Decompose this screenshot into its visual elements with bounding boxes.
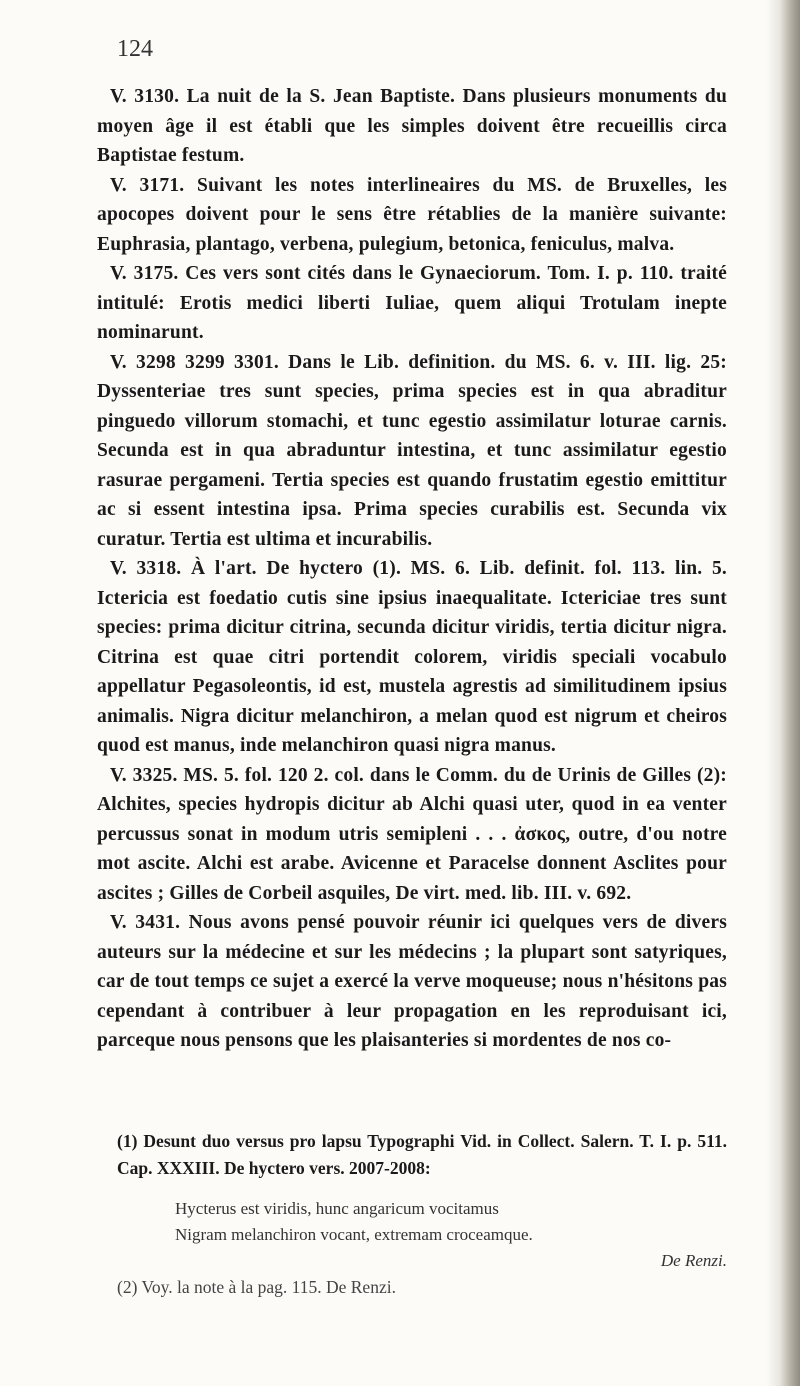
paragraph-v3175: V. 3175. Ces vers sont cités dans le Gynaeciorum. Tom. I. p. 110. traité intitulé: Erotis medici liberti Iuliae, quem aliqui Trotulam inepte nominarunt. — [97, 263, 727, 343]
footnote-1: (1) Desunt duo versus pro lapsu Typographi Vid. in Collect. Salern. T. I. p. 511. Cap. XXXIII. De hyctero vers. 2007-2008: — [117, 1131, 727, 1178]
verse-signature: De Renzi. — [660, 1251, 727, 1270]
footnote-verse — [175, 1196, 727, 1274]
page-edge-shadow — [766, 0, 800, 1386]
paragraph-v3171: V. 3171. Suivant les notes interlineaires du MS. de Bruxelles, les apocopes doivent pour le sens être rétablies de la manière suivante: Euphrasia, plantago, verbena, pulegium, betonica, feniculus, malva. — [97, 174, 727, 255]
paragraph-v3431: V. 3431. Nous avons pensé pouvoir réunir ici quelques vers de divers auteurs sur la médecine et sur les médecins ; la plupart sont satyriques, car de tout temps ce sujet a exercé la verve moqueuse; nous n'hésitons pas cependant à contribuer à leur propagation en les reproduisant ici, parceque nous pensons que les plaisanteries si mordentes de nos co- — [97, 912, 727, 1051]
page-number: 124 — [117, 36, 153, 62]
verse-line-1: Hycterus est viridis, hunc angaricum vocitamus — [175, 1199, 499, 1218]
paragraph-v3318: V. 3318. À l'art. De hyctero (1). MS. 6. Lib. definit. fol. 113. lin. 5. Ictericia est foedatio cutis sine ipsius inaequalitate. Ictericiae tres sunt species: prima dicitur citrina, secunda dicitur viridis, tertia dicitur nigra. Citrina est quae citri portendit colorem, viridis speciali vocabulo appellatur Pegasoleontis, id est, mustela agrestis ad similitudinem ipsius animalis. Nigra dicitur melanchiron, a melan quod est nigrum et cheiros quod est manus, inde melanchiron quasi nigra manus. — [97, 558, 727, 756]
paragraph-v3298: V. 3298 3299 3301. Dans le Lib. definition. du MS. 6. v. III. lig. 25: Dyssenteriae tres sunt species, prima species est in qua abraditur pinguedo villorum stomachi, et tunc egestio assimilatur loturae carnis. Secunda est in qua abraduntur intestina, et tunc assimilatur egestio rasurae pergameni. Tertia species est quando frustatim egestio emittitur ac si essent intestina ipsa. Prima species curabilis est. Secunda vix curatur. Tertia est ultima et incurabilis. — [97, 351, 727, 550]
footnote-2: (2) Voy. la note à la pag. 115. De Renzi. — [117, 1277, 396, 1297]
paragraph-v3130: V. 3130. La nuit de la S. Jean Baptiste. Dans plusieurs monuments du moyen âge il est établi que les simples doivent être recueillis circa Baptistae festum. — [97, 86, 727, 166]
footnotes — [117, 1128, 727, 1301]
paragraph-v3325: V. 3325. MS. 5. fol. 120 2. col. dans le Comm. du de Urinis de Gilles (2): Alchites, species hydropis dicitur ab Alchi quasi uter, quod in ea venter percussus sonat in modum utris semipleni . . . ἀσκος, outre, d'ou notre mot ascite. Alchi est arabe. Avicenne et Paracelse donnent Asclites pour ascites ; Gilles de Corbeil asquiles, De virt. med. lib. III. v. 692. — [97, 764, 727, 904]
verse-line-2: Nigram melanchiron vocant, extremam croceamque. — [175, 1225, 533, 1244]
main-text — [97, 82, 727, 1056]
